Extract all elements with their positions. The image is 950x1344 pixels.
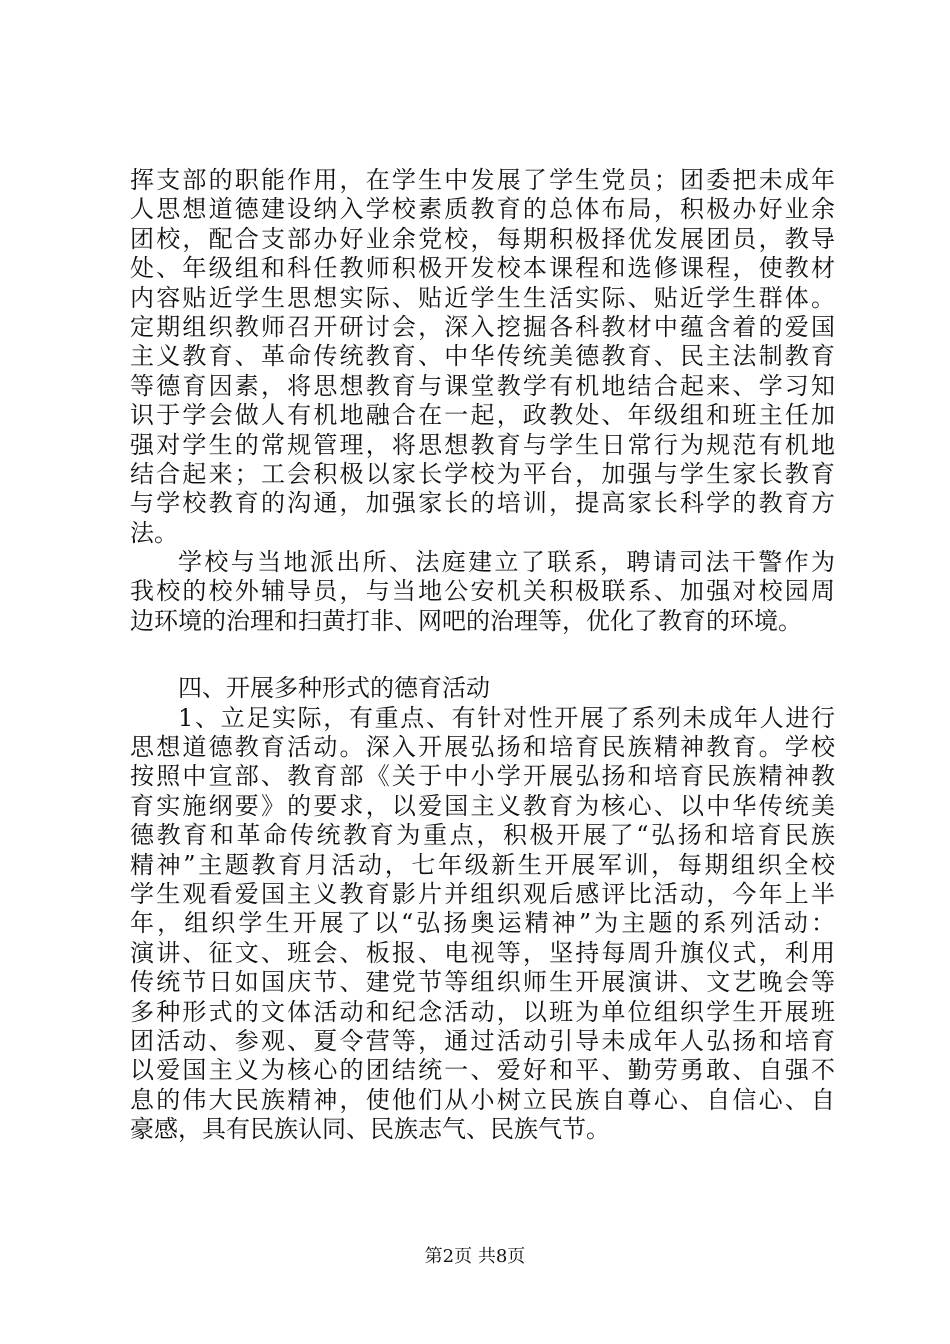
text-line: 边环境的治理和扫黄打非、网吧的治理等，优化了教育的环境。 [130, 606, 802, 635]
text-line: 学生观看爱国主义教育影片并组织观后感评比活动，今年上半 [130, 879, 835, 908]
paragraph-school-police-cooperation [130, 548, 835, 636]
text-line: 按照中宣部、教育部《关于中小学开展弘扬和培育民族精神教 [130, 762, 835, 791]
page-number-footer: 第2页 共8页 [424, 1246, 526, 1267]
text-line: 多种形式的文体活动和纪念活动，以班为单位组织学生开展班 [130, 997, 835, 1026]
text-line: 强对学生的常规管理，将思想教育与学生日常行为规范有机地 [130, 430, 835, 459]
paragraph-party-league-work [130, 166, 835, 548]
text-line: 德教育和革命传统教育为重点，积极开展了“弘扬和培育民族 [130, 821, 835, 850]
text-line: 等德育因素，将思想教育与课堂教学有机地结合起来、学习知 [130, 371, 835, 400]
section-heading: 四、开展多种形式的德育活动 [178, 674, 490, 703]
text-line: 育实施纲要》的要求，以爱国主义教育为核心、以中华传统美 [130, 791, 835, 820]
text-line: 演讲、征文、班会、板报、电视等，坚持每周升旗仪式，利用 [130, 938, 835, 967]
text-line: 我校的校外辅导员，与当地公安机关积极联系、加强对校园周 [130, 577, 835, 606]
text-line: 豪感，具有民族认同、民族志气、民族气节。 [130, 1115, 610, 1144]
text-line: 定期组织教师召开研讨会，深入挖掘各科教材中蕴含着的爱国 [130, 312, 835, 341]
text-line: 与学校教育的沟通，加强家长的培训，提高家长科学的教育方 [130, 489, 835, 518]
text-line: 处、年级组和科任教师积极开发校本课程和选修课程，使教材 [130, 254, 835, 283]
text-line: 挥支部的职能作用，在学生中发展了学生党员；团委把未成年 [130, 166, 835, 194]
text-line: 1、立足实际，有重点、有针对性开展了系列未成年人进行 [178, 703, 835, 732]
paragraph-spacer [130, 636, 835, 674]
text-line: 学校与当地派出所、法庭建立了联系，聘请司法干警作为 [178, 548, 835, 577]
text-line: 主义教育、革命传统教育、中华传统美德教育、民主法制教育 [130, 342, 835, 371]
text-line: 以爱国主义为核心的团结统一、爱好和平、勤劳勇敢、自强不 [130, 1056, 835, 1085]
text-line: 传统节日如国庆节、建党节等组织师生开展演讲、文艺晚会等 [130, 968, 835, 997]
text-line: 团活动、参观、夏令营等，通过活动引导未成年人弘扬和培育 [130, 1026, 835, 1055]
text-line: 结合起来；工会积极以家长学校为平台，加强与学生家长教育 [130, 459, 835, 488]
text-line: 人思想道德建设纳入学校素质教育的总体布局，积极办好业余 [130, 195, 835, 224]
text-line: 精神”主题教育月活动，七年级新生开展军训，每期组织全校 [130, 850, 835, 879]
text-line: 年，组织学生开展了以“弘扬奥运精神”为主题的系列活动： [130, 909, 835, 938]
text-line: 团校，配合支部办好业余党校，每期积极择优发展团员，教导 [130, 224, 835, 253]
document-body [130, 166, 835, 1145]
text-line: 内容贴近学生思想实际、贴近学生生活实际、贴近学生群体。 [130, 283, 835, 312]
text-line: 思想道德教育活动。深入开展弘扬和培育民族精神教育。学校 [130, 733, 835, 762]
text-line: 识于学会做人有机地融合在一起，政教处、年级组和班主任加 [130, 401, 835, 430]
paragraph-activities [130, 704, 835, 1145]
text-line: 法。 [130, 518, 178, 547]
text-line: 息的伟大民族精神，使他们从小树立民族自尊心、自信心、自 [130, 1085, 835, 1114]
